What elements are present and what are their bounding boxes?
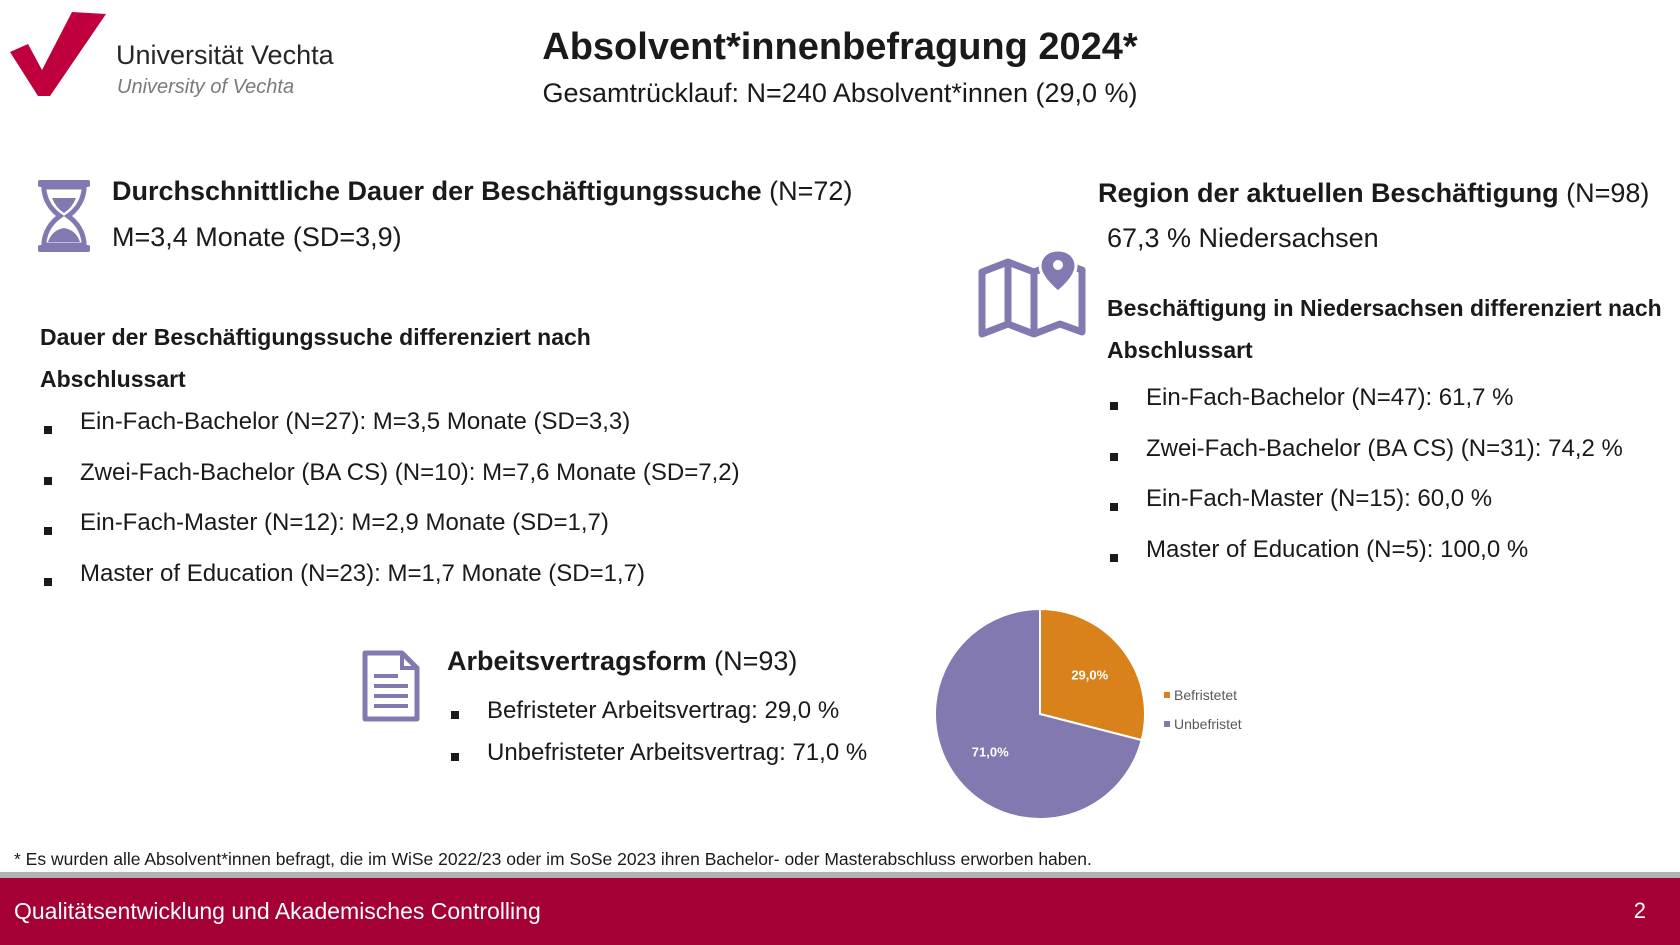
legend-item: [1162, 685, 1242, 714]
page-title: Absolvent*innenbefragung 2024*: [542, 26, 1138, 68]
region-list: [1146, 381, 1623, 583]
footer-text: Qualitätsentwicklung und Akademisches Controlling: [14, 898, 541, 924]
list-item: Ein-Fach-Bachelor (N=47): 61,7 %: [1146, 381, 1623, 432]
region-diff-heading: Beschäftigung in Niedersachsen differenziert nach Abschlussart: [1107, 295, 1662, 363]
page-subtitle: Gesamtrücklauf: N=240 Absolvent*innen (29,0 %): [542, 78, 1138, 108]
list-item: Ein-Fach-Master (N=15): 60,0 %: [1146, 482, 1623, 533]
list-item: Ein-Fach-Master (N=12): M=2,9 Monate (SD=1,7): [80, 506, 740, 557]
legend-label: Unbefristet: [1174, 716, 1242, 732]
list-item: Befristeter Arbeitsvertrag: 29,0 %: [487, 694, 867, 736]
legend-item: [1162, 714, 1242, 743]
logo-name: Universität Vechta: [116, 40, 334, 70]
list-item: Unbefristeter Arbeitsvertrag: 71,0 %: [487, 736, 867, 778]
pie-data-label: 71,0%: [971, 744, 1009, 760]
list-item: Zwei-Fach-Bachelor (BA CS) (N=31): 74,2 %: [1146, 432, 1623, 483]
chart-legend: [1162, 685, 1242, 743]
footnote: * Es wurden alle Absolvent*innen befragt, die im WiSe 2022/23 oder im SoSe 2023 ihren Bachelor- oder Masterabschluss erworben haben.: [14, 849, 1092, 869]
region-heading-label: Region der aktuellen Beschäftigung: [1098, 178, 1559, 208]
list-item: Ein-Fach-Bachelor (N=27): M=3,5 Monate (SD=3,3): [80, 405, 740, 456]
contract-list: [487, 694, 867, 778]
pie-data-label: 29,0%: [1071, 667, 1109, 683]
contract-heading-label: Arbeitsvertragsform: [447, 646, 707, 676]
duration-heading-label: Durchschnittliche Dauer der Beschäftigungssuche: [112, 176, 762, 206]
region-heading: [1098, 178, 1649, 209]
list-item: Master of Education (N=5): 100,0 %: [1146, 533, 1623, 584]
legend-label: Befristetet: [1174, 687, 1238, 703]
document-icon: [362, 650, 420, 722]
map-pin-icon: [978, 250, 1086, 338]
duration-diff-heading: Dauer der Beschäftigungssuche differenziert nach Abschlussart: [40, 324, 591, 392]
duration-mean-value: M=3,4 Monate (SD=3,9): [112, 222, 402, 252]
region-value: 67,3 % Niedersachsen: [1107, 223, 1379, 253]
contract-heading: [447, 646, 797, 677]
duration-heading-n: (N=72): [761, 176, 853, 206]
legend-swatch: [1164, 721, 1170, 727]
duration-heading: [112, 176, 852, 207]
region-heading-n: (N=98): [1558, 178, 1650, 208]
logo-subtitle: University of Vechta: [117, 76, 295, 98]
contract-pie-chart: [930, 604, 1150, 824]
list-item: Master of Education (N=23): M=1,7 Monate (SD=1,7): [80, 557, 740, 608]
hourglass-icon: [38, 180, 90, 252]
contract-heading-n: (N=93): [706, 646, 798, 676]
page-number: 2: [1633, 898, 1646, 923]
list-item: Zwei-Fach-Bachelor (BA CS) (N=10): M=7,6 Monate (SD=7,2): [80, 456, 740, 507]
duration-list: [80, 405, 740, 607]
legend-swatch: [1164, 692, 1170, 698]
